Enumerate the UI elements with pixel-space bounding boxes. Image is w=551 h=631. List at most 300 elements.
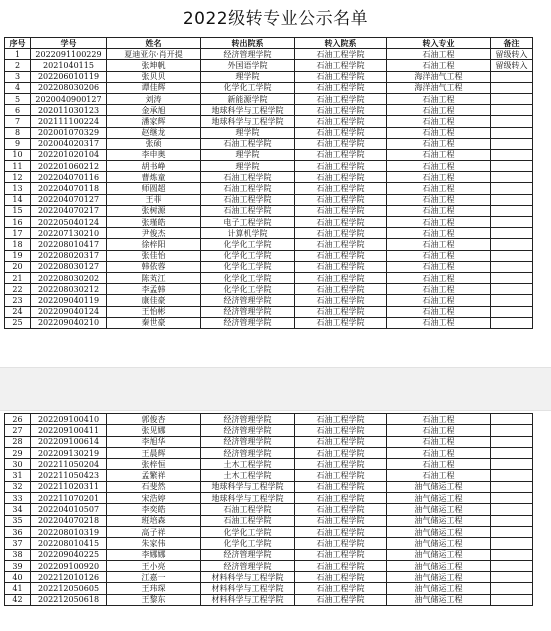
page-1-table-block — [4, 37, 533, 329]
cell-remark — [491, 295, 533, 306]
page-2-table-block — [4, 413, 533, 606]
cell-to-major: 石油工程 — [387, 306, 491, 317]
cell-remark — [491, 183, 533, 194]
cell-to-major: 石油工程 — [387, 447, 491, 458]
cell-remark — [491, 272, 533, 283]
table-row — [5, 217, 533, 228]
cell-name: 尹俊杰 — [107, 228, 201, 239]
cell-remark — [491, 161, 533, 172]
cell-name: 王怡彬 — [107, 306, 201, 317]
cell-index: 5 — [5, 93, 31, 104]
cell-to-major: 石油工程 — [387, 60, 491, 71]
cell-from-college: 外国语学院 — [201, 60, 295, 71]
table-row — [5, 447, 533, 458]
cell-to-college: 石油工程学院 — [295, 172, 387, 183]
cell-name: 谭佳辉 — [107, 82, 201, 93]
cell-index: 12 — [5, 172, 31, 183]
cell-name: 高子祥 — [107, 526, 201, 537]
cell-name: 王小亮 — [107, 560, 201, 571]
table-row — [5, 594, 533, 605]
cell-index: 17 — [5, 228, 31, 239]
cell-index: 16 — [5, 217, 31, 228]
cell-student-id: 202209040210 — [31, 317, 107, 328]
cell-index: 33 — [5, 493, 31, 504]
cell-to-college: 石油工程学院 — [295, 49, 387, 60]
table-row — [5, 414, 533, 425]
cell-student-id: 202204070218 — [31, 515, 107, 526]
cell-student-id: 202204070217 — [31, 205, 107, 216]
table-row — [5, 172, 533, 183]
cell-to-major: 油气储运工程 — [387, 549, 491, 560]
table-row — [5, 194, 533, 205]
cell-student-id: 202205040124 — [31, 217, 107, 228]
cell-index: 18 — [5, 239, 31, 250]
header-to-major: 转入专业 — [387, 38, 491, 49]
cell-from-college: 化学化工学院 — [201, 250, 295, 261]
table-row — [5, 459, 533, 470]
cell-to-college: 石油工程学院 — [295, 572, 387, 583]
table-row — [5, 272, 533, 283]
cell-index: 29 — [5, 447, 31, 458]
cell-student-id: 202208010319 — [31, 526, 107, 537]
table-row — [5, 526, 533, 537]
cell-to-major: 石油工程 — [387, 414, 491, 425]
header-student-id: 学号 — [31, 38, 107, 49]
cell-to-major: 石油工程 — [387, 239, 491, 250]
cell-remark — [491, 317, 533, 328]
cell-student-id: 2022091100229 — [31, 49, 107, 60]
cell-student-id: 202212050618 — [31, 594, 107, 605]
cell-from-college: 土木工程学院 — [201, 459, 295, 470]
cell-remark: 留级转入 — [491, 60, 533, 71]
cell-index: 23 — [5, 295, 31, 306]
table-row — [5, 71, 533, 82]
table-row — [5, 239, 533, 250]
cell-from-college: 化学化工学院 — [201, 261, 295, 272]
table-row — [5, 560, 533, 571]
cell-to-college: 石油工程学院 — [295, 515, 387, 526]
cell-from-college: 理学院 — [201, 127, 295, 138]
cell-to-major: 油气储运工程 — [387, 515, 491, 526]
cell-student-id: 202209100411 — [31, 425, 107, 436]
cell-name: 陈芄江 — [107, 272, 201, 283]
cell-student-id: 202208030206 — [31, 82, 107, 93]
cell-to-college: 石油工程学院 — [295, 161, 387, 172]
cell-to-college: 石油工程学院 — [295, 538, 387, 549]
cell-index: 13 — [5, 183, 31, 194]
cell-index: 32 — [5, 481, 31, 492]
header-to-college: 转入院系 — [295, 38, 387, 49]
cell-to-major: 石油工程 — [387, 470, 491, 481]
cell-student-id: 202212050605 — [31, 583, 107, 594]
table-row — [5, 261, 533, 272]
cell-to-major: 油气储运工程 — [387, 504, 491, 515]
table-row — [5, 49, 533, 60]
cell-student-id: 202209130219 — [31, 447, 107, 458]
cell-student-id: 202208010415 — [31, 538, 107, 549]
cell-to-college: 石油工程学院 — [295, 470, 387, 481]
cell-student-id: 202208030212 — [31, 284, 107, 295]
table-row — [5, 493, 533, 504]
cell-to-college: 石油工程学院 — [295, 116, 387, 127]
cell-to-major: 油气储运工程 — [387, 493, 491, 504]
table-row — [5, 183, 533, 194]
cell-from-college: 石油工程学院 — [201, 504, 295, 515]
cell-name: 张硕 — [107, 138, 201, 149]
cell-to-major: 石油工程 — [387, 105, 491, 116]
cell-name: 秦世豪 — [107, 317, 201, 328]
cell-from-college: 地球科学与工程学院 — [201, 493, 295, 504]
cell-remark — [491, 538, 533, 549]
table-row — [5, 149, 533, 160]
cell-student-id: 202208030127 — [31, 261, 107, 272]
cell-student-id: 202208030202 — [31, 272, 107, 283]
cell-name: 潘家辉 — [107, 116, 201, 127]
cell-student-id: 202212010126 — [31, 572, 107, 583]
cell-to-college: 石油工程学院 — [295, 425, 387, 436]
cell-to-major: 石油工程 — [387, 161, 491, 172]
cell-to-college: 石油工程学院 — [295, 306, 387, 317]
document-title: 2022级转专业公示名单 — [182, 9, 369, 29]
cell-remark — [491, 572, 533, 583]
cell-to-college: 石油工程学院 — [295, 250, 387, 261]
cell-to-college: 石油工程学院 — [295, 149, 387, 160]
cell-to-college: 石油工程学院 — [295, 194, 387, 205]
table-row — [5, 250, 533, 261]
cell-to-college: 石油工程学院 — [295, 436, 387, 447]
cell-name: 赵继龙 — [107, 127, 201, 138]
cell-from-college: 经济管理学院 — [201, 317, 295, 328]
cell-from-college: 新能源学院 — [201, 93, 295, 104]
table-row — [5, 295, 533, 306]
cell-to-college: 石油工程学院 — [295, 183, 387, 194]
cell-index: 39 — [5, 560, 31, 571]
table-row — [5, 105, 533, 116]
cell-to-major: 石油工程 — [387, 205, 491, 216]
cell-name: 张坤帆 — [107, 60, 201, 71]
cell-to-college: 石油工程学院 — [295, 447, 387, 458]
cell-from-college: 石油工程学院 — [201, 183, 295, 194]
cell-from-college: 理学院 — [201, 71, 295, 82]
cell-student-id: 202211070201 — [31, 493, 107, 504]
cell-student-id: 202204070118 — [31, 183, 107, 194]
cell-remark — [491, 250, 533, 261]
cell-to-major: 石油工程 — [387, 317, 491, 328]
cell-index: 38 — [5, 549, 31, 560]
cell-name: 郭俊杏 — [107, 414, 201, 425]
table-row — [5, 138, 533, 149]
cell-to-major: 油气储运工程 — [387, 481, 491, 492]
cell-remark — [491, 127, 533, 138]
cell-student-id: 202209040119 — [31, 295, 107, 306]
table-row — [5, 82, 533, 93]
table-row — [5, 317, 533, 328]
cell-remark — [491, 105, 533, 116]
cell-from-college: 石油工程学院 — [201, 515, 295, 526]
cell-remark — [491, 447, 533, 458]
cell-to-college: 石油工程学院 — [295, 504, 387, 515]
cell-from-college: 材料科学与工程学院 — [201, 583, 295, 594]
transfer-list-table-page-1 — [4, 37, 533, 329]
cell-index: 3 — [5, 71, 31, 82]
cell-student-id: 202201020104 — [31, 149, 107, 160]
table-row — [5, 284, 533, 295]
header-from-college: 转出院系 — [201, 38, 295, 49]
cell-remark — [491, 583, 533, 594]
cell-from-college: 经济管理学院 — [201, 295, 295, 306]
cell-remark — [491, 82, 533, 93]
cell-index: 26 — [5, 414, 31, 425]
cell-remark — [491, 261, 533, 272]
cell-index: 4 — [5, 82, 31, 93]
cell-student-id: 202204070116 — [31, 172, 107, 183]
cell-remark — [491, 93, 533, 104]
table-row — [5, 205, 533, 216]
cell-index: 36 — [5, 526, 31, 537]
header-remark: 备注 — [491, 38, 533, 49]
cell-index: 30 — [5, 459, 31, 470]
cell-from-college: 经济管理学院 — [201, 447, 295, 458]
cell-index: 2 — [5, 60, 31, 71]
cell-remark — [491, 71, 533, 82]
cell-student-id: 2020040900127 — [31, 93, 107, 104]
cell-student-id: 202204070127 — [31, 194, 107, 205]
cell-index: 10 — [5, 149, 31, 160]
cell-remark — [491, 284, 533, 295]
cell-to-college: 石油工程学院 — [295, 205, 387, 216]
cell-name: 王晨辉 — [107, 447, 201, 458]
cell-name: 胡书峥 — [107, 161, 201, 172]
cell-to-major: 石油工程 — [387, 295, 491, 306]
cell-from-college: 电子工程学院 — [201, 217, 295, 228]
cell-to-major: 石油工程 — [387, 93, 491, 104]
cell-to-major: 石油工程 — [387, 425, 491, 436]
cell-name: 宋浩婷 — [107, 493, 201, 504]
cell-index: 11 — [5, 161, 31, 172]
cell-name: 张树源 — [107, 205, 201, 216]
cell-index: 14 — [5, 194, 31, 205]
cell-from-college: 化学化工学院 — [201, 526, 295, 537]
cell-name: 王玮琛 — [107, 583, 201, 594]
cell-index: 42 — [5, 594, 31, 605]
cell-index: 20 — [5, 261, 31, 272]
cell-name: 李娜娜 — [107, 549, 201, 560]
cell-remark — [491, 138, 533, 149]
cell-to-major: 石油工程 — [387, 183, 491, 194]
table-row — [5, 93, 533, 104]
cell-to-major: 海洋油气工程 — [387, 82, 491, 93]
cell-to-college: 石油工程学院 — [295, 414, 387, 425]
cell-to-college: 石油工程学院 — [295, 272, 387, 283]
cell-name: 师圆超 — [107, 183, 201, 194]
cell-remark — [491, 414, 533, 425]
table-row — [5, 538, 533, 549]
cell-student-id: 202204010507 — [31, 504, 107, 515]
cell-from-college: 化学化工学院 — [201, 284, 295, 295]
cell-from-college: 石油工程学院 — [201, 172, 295, 183]
cell-to-college: 石油工程学院 — [295, 481, 387, 492]
cell-name: 金承旭 — [107, 105, 201, 116]
cell-index: 19 — [5, 250, 31, 261]
page-break — [0, 367, 551, 411]
cell-name: 张贝贝 — [107, 71, 201, 82]
cell-to-college: 石油工程学院 — [295, 105, 387, 116]
cell-name: 康佳豪 — [107, 295, 201, 306]
cell-remark: 留级转入 — [491, 49, 533, 60]
table-row — [5, 504, 533, 515]
cell-from-college: 石油工程学院 — [201, 138, 295, 149]
cell-to-college: 石油工程学院 — [295, 493, 387, 504]
cell-name: 曹炼童 — [107, 172, 201, 183]
cell-to-college: 石油工程学院 — [295, 261, 387, 272]
cell-from-college: 计算机学院 — [201, 228, 295, 239]
cell-to-major: 石油工程 — [387, 250, 491, 261]
cell-remark — [491, 436, 533, 447]
table-row — [5, 228, 533, 239]
table-row — [5, 161, 533, 172]
table-body-page-1 — [5, 49, 533, 329]
cell-remark — [491, 306, 533, 317]
cell-index: 9 — [5, 138, 31, 149]
cell-name: 李奕皓 — [107, 504, 201, 515]
cell-remark — [491, 205, 533, 216]
cell-index: 25 — [5, 317, 31, 328]
cell-index: 40 — [5, 572, 31, 583]
cell-to-major: 石油工程 — [387, 138, 491, 149]
cell-to-major: 石油工程 — [387, 116, 491, 127]
cell-from-college: 理学院 — [201, 161, 295, 172]
cell-to-major: 油气储运工程 — [387, 538, 491, 549]
cell-from-college: 地球科学与工程学院 — [201, 105, 295, 116]
cell-student-id: 202209040225 — [31, 549, 107, 560]
cell-student-id: 202208010417 — [31, 239, 107, 250]
table-row — [5, 515, 533, 526]
table-body-page-2 — [5, 414, 533, 606]
cell-name: 石斐然 — [107, 481, 201, 492]
cell-from-college: 经济管理学院 — [201, 414, 295, 425]
cell-index: 31 — [5, 470, 31, 481]
cell-to-major: 石油工程 — [387, 272, 491, 283]
cell-to-college: 石油工程学院 — [295, 549, 387, 560]
cell-remark — [491, 149, 533, 160]
cell-to-major: 石油工程 — [387, 261, 491, 272]
cell-remark — [491, 172, 533, 183]
cell-student-id: 202004020317 — [31, 138, 107, 149]
cell-to-major: 石油工程 — [387, 459, 491, 470]
table-row — [5, 60, 533, 71]
cell-remark — [491, 239, 533, 250]
table-row — [5, 470, 533, 481]
cell-name: 班培森 — [107, 515, 201, 526]
table-row — [5, 572, 533, 583]
cell-index: 34 — [5, 504, 31, 515]
cell-index: 24 — [5, 306, 31, 317]
cell-from-college: 理学院 — [201, 149, 295, 160]
cell-to-college: 石油工程学院 — [295, 228, 387, 239]
cell-from-college: 经济管理学院 — [201, 49, 295, 60]
cell-from-college: 石油工程学院 — [201, 205, 295, 216]
cell-index: 27 — [5, 425, 31, 436]
cell-to-major: 油气储运工程 — [387, 583, 491, 594]
cell-remark — [491, 425, 533, 436]
cell-name: 王黎东 — [107, 594, 201, 605]
cell-name: 徐梓阳 — [107, 239, 201, 250]
cell-to-major: 油气储运工程 — [387, 526, 491, 537]
cell-index: 37 — [5, 538, 31, 549]
cell-student-id: 202001070329 — [31, 127, 107, 138]
cell-remark — [491, 504, 533, 515]
cell-from-college: 化学化工学院 — [201, 538, 295, 549]
cell-to-college: 石油工程学院 — [295, 71, 387, 82]
cell-from-college: 经济管理学院 — [201, 436, 295, 447]
cell-name: 张瑾皓 — [107, 217, 201, 228]
cell-remark — [491, 194, 533, 205]
cell-index: 8 — [5, 127, 31, 138]
transfer-list-table-page-2 — [4, 413, 533, 606]
cell-name: 李申奥 — [107, 149, 201, 160]
cell-to-college: 石油工程学院 — [295, 317, 387, 328]
cell-student-id: 202201060212 — [31, 161, 107, 172]
cell-name: 王菲 — [107, 194, 201, 205]
cell-to-major: 油气储运工程 — [387, 572, 491, 583]
cell-to-college: 石油工程学院 — [295, 93, 387, 104]
cell-to-college: 石油工程学院 — [295, 138, 387, 149]
cell-to-major: 石油工程 — [387, 49, 491, 60]
cell-to-college: 石油工程学院 — [295, 526, 387, 537]
cell-to-college: 石油工程学院 — [295, 594, 387, 605]
cell-remark — [491, 217, 533, 228]
cell-to-college: 石油工程学院 — [295, 60, 387, 71]
cell-from-college: 化学化工学院 — [201, 82, 295, 93]
cell-remark — [491, 526, 533, 537]
cell-from-college: 地球科学与工程学院 — [201, 116, 295, 127]
cell-to-major: 油气储运工程 — [387, 560, 491, 571]
cell-from-college: 地球科学与工程学院 — [201, 481, 295, 492]
cell-to-major: 石油工程 — [387, 228, 491, 239]
table-row — [5, 306, 533, 317]
table-row — [5, 116, 533, 127]
cell-index: 28 — [5, 436, 31, 447]
cell-index: 7 — [5, 116, 31, 127]
cell-student-id: 202111100224 — [31, 116, 107, 127]
cell-index: 22 — [5, 284, 31, 295]
cell-name: 张梓恒 — [107, 459, 201, 470]
cell-from-college: 化学化工学院 — [201, 272, 295, 283]
cell-remark — [491, 493, 533, 504]
cell-name: 李旭华 — [107, 436, 201, 447]
cell-to-major: 石油工程 — [387, 149, 491, 160]
cell-to-college: 石油工程学院 — [295, 82, 387, 93]
cell-from-college: 经济管理学院 — [201, 549, 295, 560]
cell-index: 1 — [5, 49, 31, 60]
cell-from-college: 经济管理学院 — [201, 560, 295, 571]
cell-remark — [491, 515, 533, 526]
cell-from-college: 经济管理学院 — [201, 425, 295, 436]
cell-name: 李孟韩 — [107, 284, 201, 295]
cell-to-major: 石油工程 — [387, 194, 491, 205]
cell-from-college: 土木工程学院 — [201, 470, 295, 481]
cell-student-id: 202209040124 — [31, 306, 107, 317]
cell-to-college: 石油工程学院 — [295, 583, 387, 594]
cell-remark — [491, 116, 533, 127]
cell-to-college: 石油工程学院 — [295, 295, 387, 306]
header-name: 姓名 — [107, 38, 201, 49]
cell-remark — [491, 481, 533, 492]
cell-to-major: 石油工程 — [387, 127, 491, 138]
cell-index: 15 — [5, 205, 31, 216]
header-index: 序号 — [5, 38, 31, 49]
cell-student-id: 202206010119 — [31, 71, 107, 82]
